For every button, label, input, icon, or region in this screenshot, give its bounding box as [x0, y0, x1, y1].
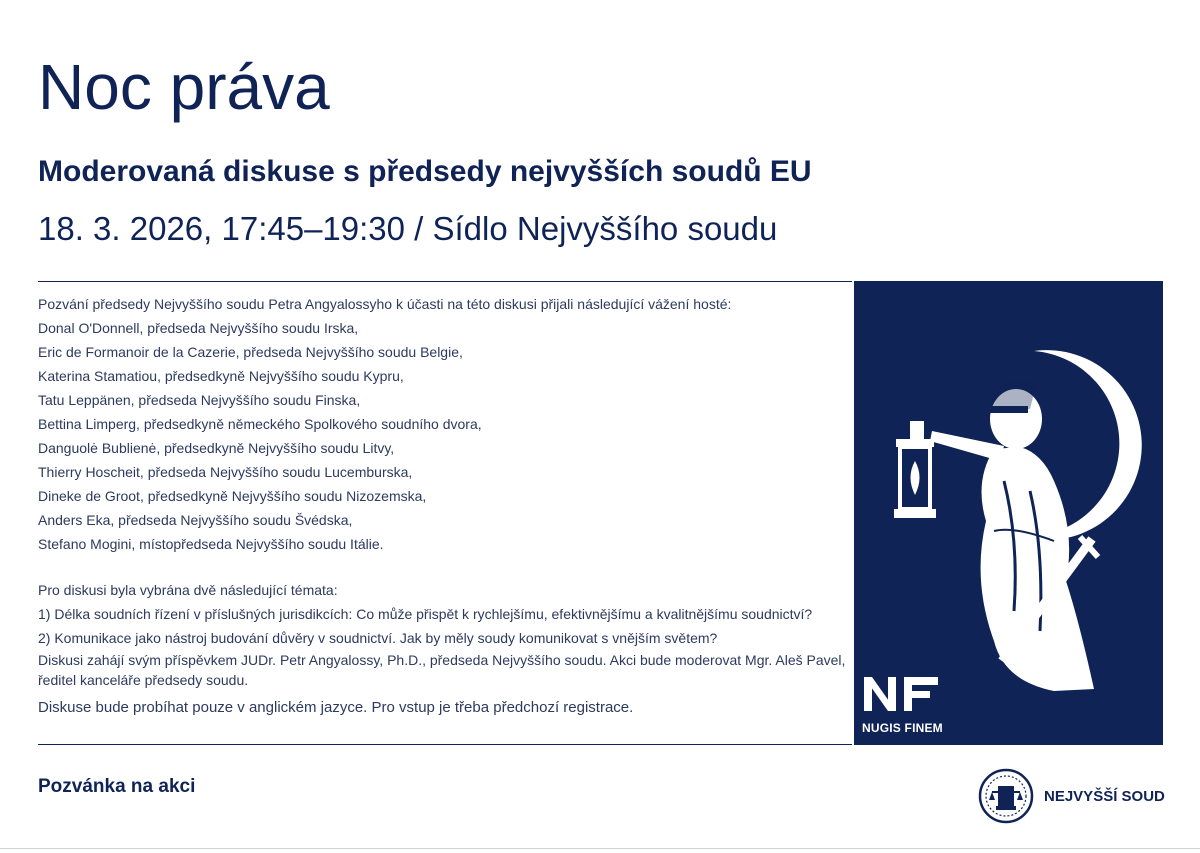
topics-intro: Pro diskusi byla vybrána dvě následující témata:: [38, 582, 338, 598]
nugis-finem-text: NUGIS FINEM: [862, 721, 943, 735]
closing-note: Diskuse bude probíhat pouze v anglickém jazyce. Pro vstup je třeba předchozí registrace.: [38, 699, 634, 716]
court-name: NEJVYŠŠÍ SOUD: [1044, 788, 1165, 805]
moderation-line: Diskusi zahájí svým příspěvkem JUDr. Petr Angyalossy, Ph.D., předseda Nejvyššího soudu. Akci bude moderovat Mgr. Aleš Pavel,: [38, 652, 846, 668]
divider-bottom: [38, 744, 852, 745]
event-subtitle: Moderovaná diskuse s předsedy nejvyšších soudů EU: [38, 155, 812, 188]
page-edge: [0, 848, 1200, 849]
guest-item: Eric de Formanoir de la Cazerie, předseda Nejvyššího soudu Belgie,: [38, 344, 463, 360]
guest-item: Thierry Hoscheit, předseda Nejvyššího soudu Lucemburska,: [38, 464, 413, 480]
guest-item: Danguolė Bublienė, předsedkyně Nejvyššího soudu Litvy,: [38, 440, 395, 456]
guest-item: Tatu Leppänen, předseda Nejvyššího soudu Finska,: [38, 392, 361, 408]
spacer: [38, 556, 850, 578]
supreme-court-seal-icon: [978, 768, 1034, 824]
page-title: Noc práva: [38, 51, 330, 123]
topic-item: 2) Komunikace jako nástroj budování důvěry v soudnictví. Jak by měly soudy komunikovat s vnějším světem?: [38, 630, 718, 646]
guest-item: Anders Eka, předseda Nejvyššího soudu Švédska,: [38, 512, 353, 528]
guests-intro: Pozvání předsedy Nejvyššího soudu Petra Angyalossyho k účasti na této diskusi přijali následující vážení hosté:: [38, 296, 732, 312]
event-datetime: 18. 3. 2026, 17:45–19:30 / Sídlo Nejvyššího soudu: [38, 210, 778, 247]
nugis-finem-logo-icon: [862, 675, 942, 715]
guest-item: Donal O'Donnell, předseda Nejvyššího soudu Irska,: [38, 320, 359, 336]
guest-item: Dineke de Groot, předsedkyně Nejvyššího soudu Nizozemska,: [38, 488, 427, 504]
invitation-label: Pozvánka na akci: [38, 776, 196, 797]
invitation-body: [38, 292, 850, 718]
guest-item: Bettina Limperg, předsedkyně německého Spolkového soudního dvora,: [38, 416, 482, 432]
lady-justice-panel: [854, 281, 1163, 745]
guest-item: Stefano Mogini, místopředseda Nejvyššího soudu Itálie.: [38, 536, 384, 552]
divider-top: [38, 281, 852, 282]
topic-item: 1) Délka soudních řízení v příslušných jurisdikcích: Co může přispět k rychlejšímu, efektivnějšímu a kvalitnějšímu soudnictví?: [38, 606, 813, 622]
moderation-line: ředitel kanceláře předsedy soudu.: [38, 672, 249, 688]
guest-item: Katerina Stamatiou, předsedkyně Nejvyššího soudu Kypru,: [38, 368, 404, 384]
